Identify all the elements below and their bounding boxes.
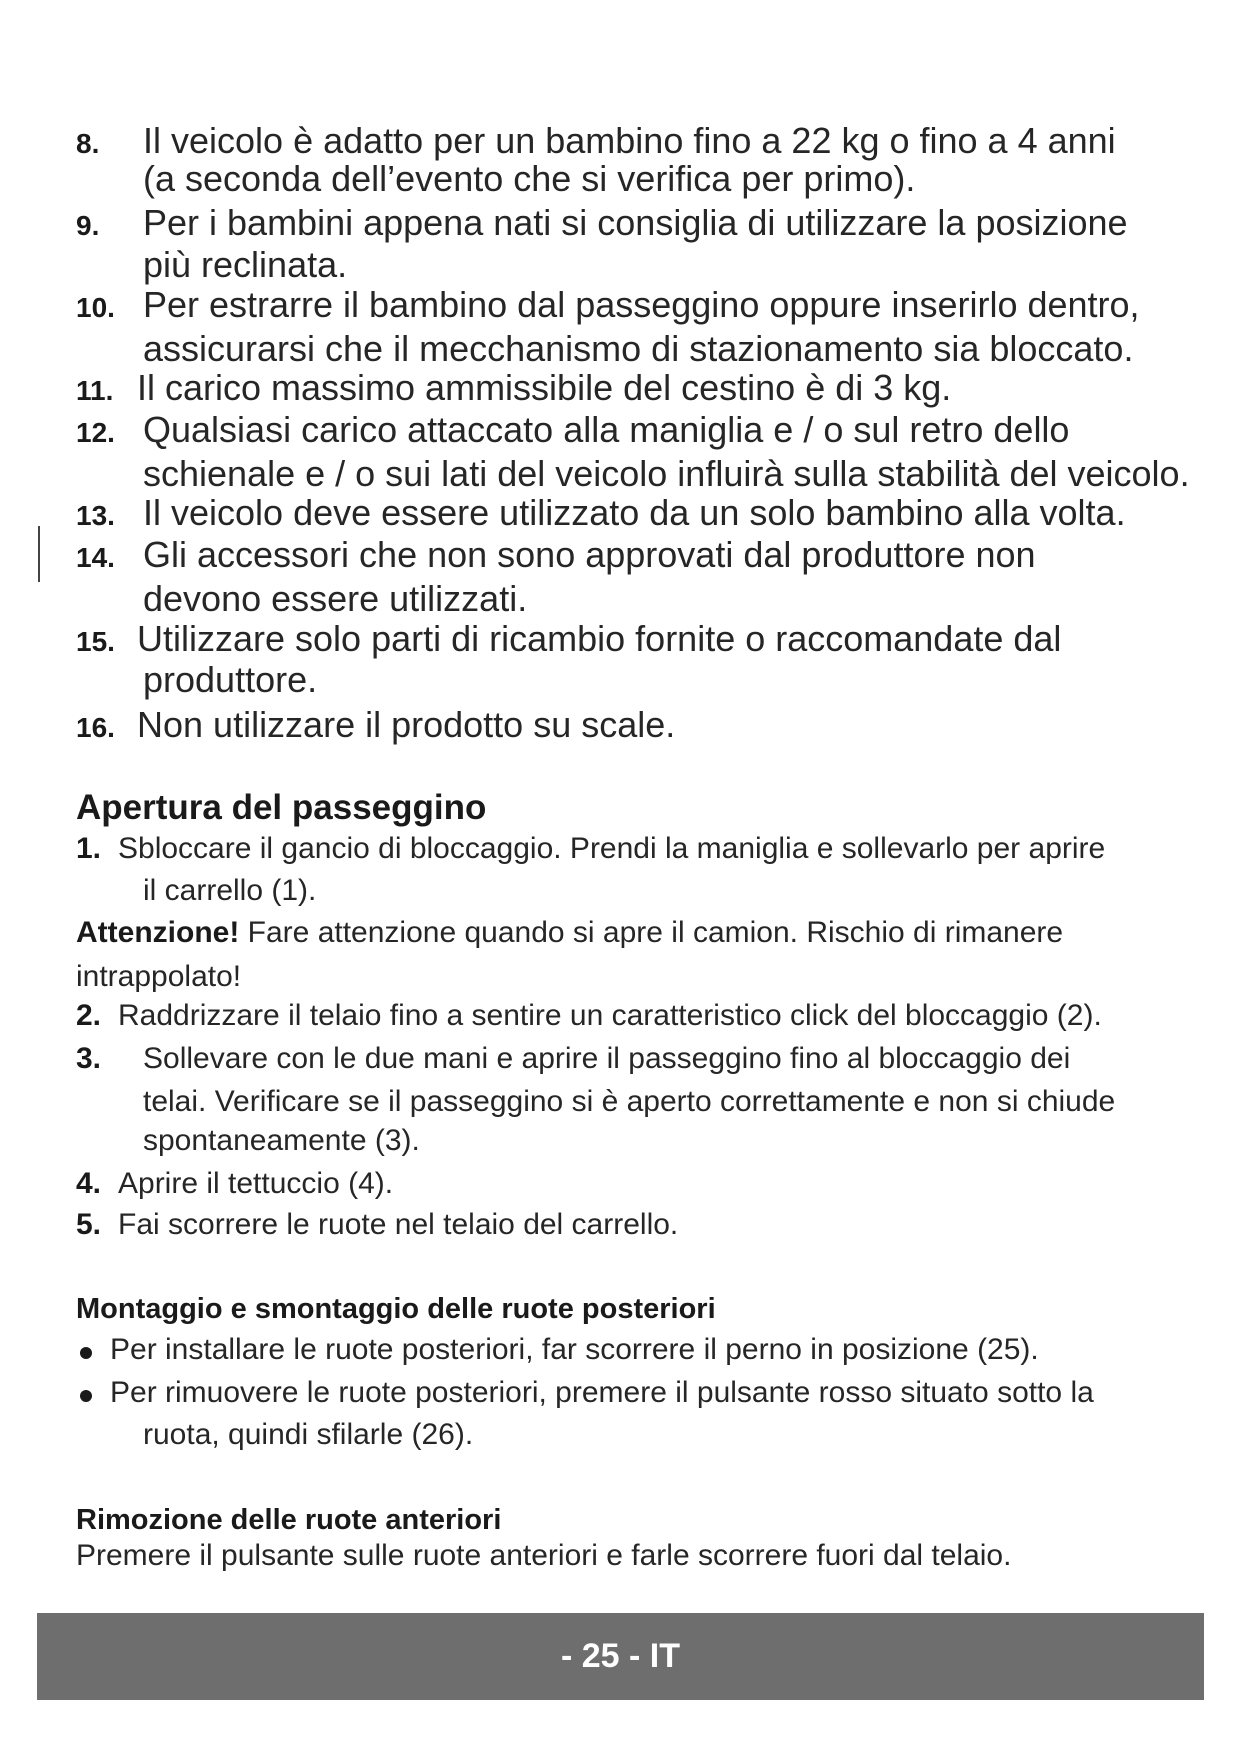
step-text-line: Sbloccare il gancio di bloccaggio. Prendi la maniglia e sollevarlo per aprire	[118, 832, 1106, 865]
bullet-icon	[79, 1330, 110, 1370]
bullet-text-line: Per installare le ruote posteriori, far scorrere il perno in posizione (25).	[110, 1333, 1039, 1366]
list-text-line: Qualsiasi carico attaccato alla maniglia e / o sul retro dello	[143, 409, 1070, 450]
list-text-line: più reclinata.	[143, 244, 348, 285]
bullet-item	[79, 1373, 1094, 1413]
list-text-line: Per estrarre il bambino dal passeggino oppure inserirlo dentro,	[143, 284, 1140, 325]
list-text-line: Per i bambini appena nati si consiglia di utilizzare la posizione	[143, 202, 1128, 243]
list-text-line: Il carico massimo ammissibile del cestino è di 3 kg.	[137, 367, 952, 408]
list-text-line: Il veicolo deve essere utilizzato da un solo bambino alla volta.	[143, 492, 1126, 533]
list-item	[76, 533, 1036, 577]
list-item	[76, 703, 675, 747]
page-number: - 25 - IT	[560, 1637, 681, 1675]
list-text-line: devono essere utilizzati.	[143, 578, 528, 619]
bullet-item	[79, 1330, 1039, 1370]
list-item	[76, 201, 1128, 245]
step-number: 4.	[76, 1167, 102, 1200]
list-item	[76, 366, 951, 410]
step-text-line: spontaneamente (3).	[143, 1124, 420, 1157]
step-number: 1.	[76, 832, 102, 865]
list-item	[76, 617, 1061, 661]
subsection-title: Montaggio e smontaggio delle ruote posteriori	[76, 1293, 716, 1325]
list-text-line: schienale e / o sui lati del veicolo influirà sulla stabilità del veicolo.	[143, 453, 1190, 494]
paragraph: Premere il pulsante sulle ruote anteriori e farle scorrere fuori dal telaio.	[76, 1539, 1012, 1572]
section-title: Apertura del passeggino	[76, 788, 487, 827]
bullet-icon	[79, 1373, 110, 1413]
subsection-title: Rimozione delle ruote anteriori	[76, 1504, 502, 1536]
step-item	[76, 996, 1102, 1036]
step-item	[76, 1039, 1070, 1079]
list-number: 10.	[76, 292, 115, 323]
list-text-line: assicurarsi che il mecchanismo di stazionamento sia bloccato.	[143, 328, 1134, 369]
step-text-line: telai. Verificare se il passeggino si è aperto correttamente e non si chiude	[143, 1085, 1116, 1118]
list-text-line: (a seconda dell’evento che si verifica per primo).	[143, 158, 916, 199]
list-text-line: produttore.	[143, 659, 318, 700]
step-item	[76, 1164, 393, 1204]
list-number: 16.	[76, 712, 115, 743]
list-item	[76, 283, 1140, 327]
warning-text-line: Fare attenzione quando si apre il camion. Rischio di rimanere	[247, 916, 1064, 949]
page-footer	[37, 1613, 1204, 1700]
list-text-line: Utilizzare solo parti di ricambio fornite o raccomandate dal	[137, 618, 1062, 659]
step-item	[76, 829, 1105, 869]
list-text-line: Il veicolo è adatto per un bambino fino a 22 kg o fino a 4 anni	[143, 120, 1116, 161]
list-number: 13.	[76, 500, 115, 531]
step-number: 2.	[76, 999, 102, 1032]
list-number: 15.	[76, 626, 115, 657]
bullet-text-line: Per rimuovere le ruote posteriori, premere il pulsante rosso situato sotto la	[110, 1376, 1094, 1409]
list-number: 12.	[76, 417, 115, 448]
step-text-line: Fai scorrere le ruote nel telaio del carrello.	[118, 1208, 679, 1241]
warning-text-line: intrappolato!	[76, 960, 242, 993]
bullet-text-line: ruota, quindi sfilarle (26).	[143, 1418, 474, 1451]
warning-note	[76, 913, 1063, 953]
list-item	[76, 491, 1126, 535]
list-number: 11.	[76, 375, 114, 406]
list-text-line: Non utilizzare il prodotto su scale.	[137, 704, 676, 745]
list-item	[76, 408, 1069, 452]
list-text-line: Gli accessori che non sono approvati dal produttore non	[143, 534, 1036, 575]
list-number: 14.	[76, 542, 115, 573]
change-bar	[38, 526, 40, 582]
warning-label: Attenzione!	[76, 916, 240, 949]
step-text-line: il carrello (1).	[143, 874, 317, 907]
list-number: 9.	[76, 210, 100, 241]
step-text-line: Aprire il tettuccio (4).	[118, 1167, 394, 1200]
step-text-line: Sollevare con le due mani e aprire il passeggino fino al bloccaggio dei	[143, 1042, 1071, 1075]
list-number: 8.	[76, 128, 100, 159]
step-number: 5.	[76, 1208, 102, 1241]
step-item	[76, 1205, 678, 1245]
step-text-line: Raddrizzare il telaio fino a sentire un caratteristico click del bloccaggio (2).	[118, 999, 1102, 1032]
step-number: 3.	[76, 1042, 102, 1075]
